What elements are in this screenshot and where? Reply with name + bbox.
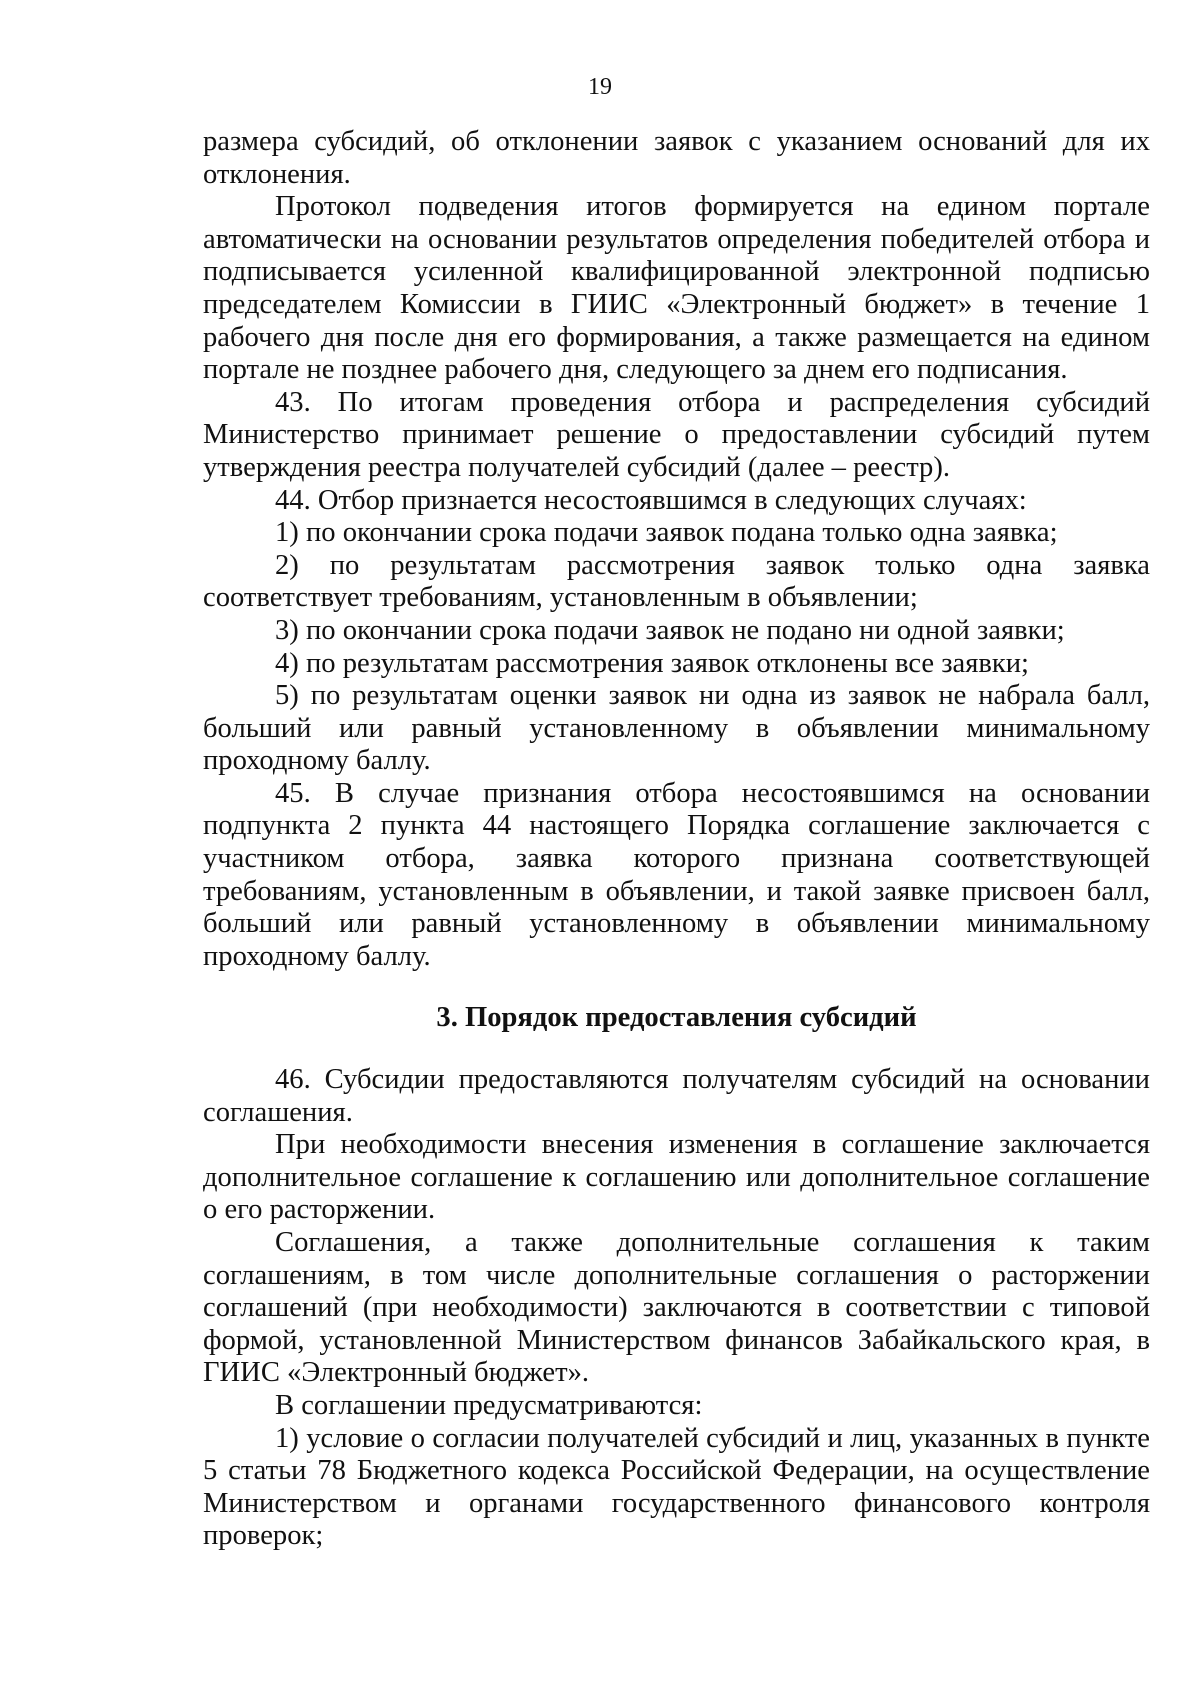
paragraph: 2) по результатам рассмотрения заявок только одна заявка соответствует требованиям, установленным в объявлении;	[203, 549, 1150, 614]
paragraph: При необходимости внесения изменения в соглашение заключается дополнительное соглашение к соглашению или дополнительное соглашение о его расторжении.	[203, 1129, 1150, 1226]
paragraph: Соглашения, а также дополнительные соглашения к таким соглашениям, в том числе дополнительные соглашения о расторжении соглашений (при необходимости) заключаются в соответствии с типовой формой, установленной Министерством финансов Забайкальского края, в ГИИС «Электронный бюджет».	[203, 1227, 1150, 1389]
page-number: 19	[588, 74, 612, 100]
paragraph: В соглашении предусматриваются:	[275, 1389, 703, 1421]
paragraph: 4) по результатам рассмотрения заявок отклонены все заявки;	[275, 647, 1030, 679]
paragraph: 46. Субсидии предоставляются получателям субсидий на основании соглашения.	[203, 1064, 1150, 1128]
paragraph: 3) по окончании срока подачи заявок не подано ни одной заявки;	[275, 614, 1065, 646]
paragraph: 44. Отбор признается несостоявшимся в следующих случаях:	[275, 484, 1027, 516]
document-body	[203, 126, 1150, 1553]
paragraph: 1) по окончании срока подачи заявок подана только одна заявка;	[275, 517, 1058, 549]
paragraph: 5) по результатам оценки заявок ни одна из заявок не набрала балл, больший или равный установленному в объявлении минимальному проходному баллу.	[203, 680, 1150, 777]
paragraph: 43. По итогам проведения отбора и распределения субсидий Министерство принимает решение о предоставлении субсидий путем утверждения реестра получателей субсидий (далее – реестр).	[203, 386, 1150, 483]
paragraphs-after-heading	[203, 1064, 1150, 1553]
section-heading: 3. Порядок предоставления субсидий	[436, 1002, 917, 1034]
paragraph: 45. В случае признания отбора несостоявшимся на основании подпункта 2 пункта 44 настоящего Порядка соглашение заключается с участником отбора, заявка которого признана соответствующей требованиям, установленным в объявлении, и такой заявке присвоен балл, больший или равный установленному в объявлении минимальному проходному баллу.	[203, 777, 1150, 972]
paragraphs-before-heading	[203, 126, 1150, 973]
paragraph: размера субсидий, об отклонении заявок с указанием оснований для их отклонения.	[203, 126, 1150, 190]
paragraph: 1) условие о согласии получателей субсидий и лиц, указанных в пункте 5 статьи 78 Бюджетного кодекса Российской Федерации, на осуществление Министерством и органами государственного финансового контроля проверок;	[203, 1422, 1150, 1552]
paragraph: Протокол подведения итогов формируется на едином портале автоматически на основании результатов определения победителей отбора и подписывается усиленной квалифицированной электронной подписью председателем Комиссии в ГИИС «Электронный бюджет» в течение 1 рабочего дня после дня его формирования, а также размещается на едином портале не позднее рабочего дня, следующего за днем его подписания.	[203, 191, 1150, 386]
